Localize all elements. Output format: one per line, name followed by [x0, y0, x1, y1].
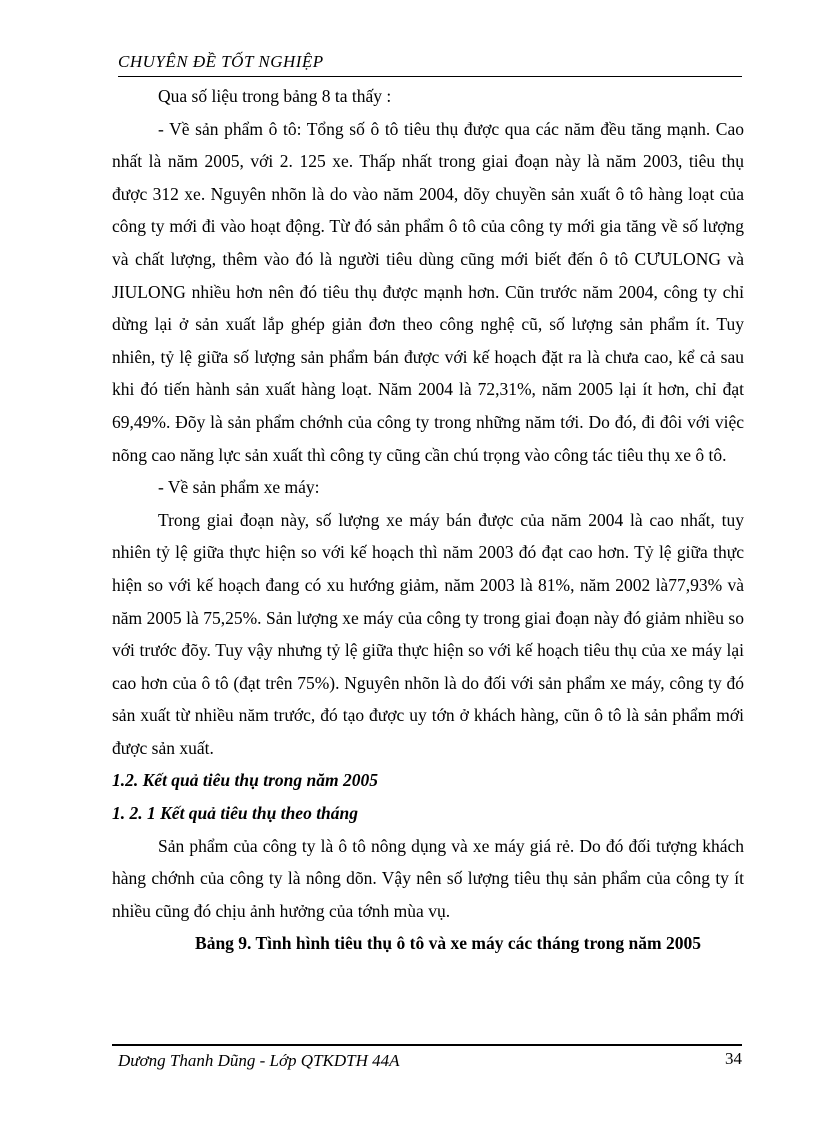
paragraph-motorbike-heading: - Về sản phẩm xe máy: — [158, 477, 320, 498]
page-footer — [112, 1044, 742, 1076]
paragraph-motorbike-products: Trong giai đoạn này, số lượng xe máy bán được của năm 2004 là cao nhất, tuy nhiên tỷ lệ giữa thực hiện so với kế hoạch thì năm 2003 đó đạt cao hơn. Tỷ lệ giữa thực hiện so với kế hoạch đang có xu hướng giảm, năm 2003 là 81%, năm 2002 là77,93% và năm 2005 là 75,25%. Sản lượng xe máy của công ty trong giai đoạn này đó giảm nhiều so với trước đõy. Tuy vậy nhưng tỷ lệ giữa thực hiện so với kế hoạch tiêu thụ của xe máy lại cao hơn của ô tô (đạt trên 75%). Nguyên nhõn là do đối với sản phẩm xe máy, công ty đó sản xuất từ nhiều năm trước, đó tạo được uy tớn ở khách hàng, cũn ô tô là sản phẩm mới được sản xuất. — [112, 509, 744, 758]
footer-author: Dương Thanh Dũng - Lớp QTKDTH 44A — [118, 1051, 400, 1070]
paragraph-intro: Qua số liệu trong bảng 8 ta thấy : — [158, 86, 392, 106]
paragraph-car-products: - Về sản phẩm ô tô: Tổng số ô tô tiêu thụ được qua các năm đều tăng mạnh. Cao nhất là năm 2005, với 2. 125 xe. Thấp nhất trong giai đoạn này là năm 2003, tiêu thụ được 312 xe. Nguyên nhõn là do vào năm 2004, dõy chuyền sản xuất ô tô hàng loạt của công ty mới đi vào hoạt động. Từ đó sản phẩm ô tô của công ty mới gia tăng về số lượng và chất lượng, thêm vào đó là người tiêu dùng cũng mới biết đến ô tô CƯULONG và JIULONG nhiều hơn nên đó tiêu thụ được mạnh hơn. Cũn trước năm 2004, công ty chỉ dừng lại ở sản xuất lắp ghép giản đơn theo công nghệ cũ, số lượng sản phẩm ít. Tuy nhiên, tỷ lệ giữa số lượng sản phẩm bán được với kế hoạch đặt ra là chưa cao, kể cả sau khi đó tiến hành sản xuất hàng loạt. Năm 2004 là 72,31%, năm 2005 lại ít hơn, chỉ đạt 69,49%. Đõy là sản phẩm chớnh của công ty trong những năm tới. Do đó, đi đôi với việc nõng cao năng lực sản xuất thì công ty cũng cần chú trọng vào công tác tiêu thụ xe ô tô. — [112, 118, 744, 465]
page-header — [118, 50, 742, 77]
section-heading: 1.2. Kết quả tiêu thụ trong năm 2005 — [112, 770, 378, 791]
header-title: CHUYÊN ĐỀ TỐT NGHIỆP — [118, 52, 324, 71]
table-caption: Bảng 9. Tình hình tiêu thụ ô tô và xe máy các tháng trong năm 2005 — [195, 933, 701, 954]
subsection-heading: 1. 2. 1 Kết quả tiêu thụ theo tháng — [112, 803, 359, 824]
page-number: 34 — [725, 1049, 742, 1068]
paragraph-seasonality: Sản phẩm của công ty là ô tô nông dụng và xe máy giá rẻ. Do đó đối tượng khách hàng chớnh của công ty là nông dõn. Vậy nên số lượng tiêu thụ sản phẩm của công ty ít nhiều cũng đó chịu ảnh hưởng của tớnh mùa vụ. — [112, 835, 744, 921]
page-content — [112, 80, 744, 960]
